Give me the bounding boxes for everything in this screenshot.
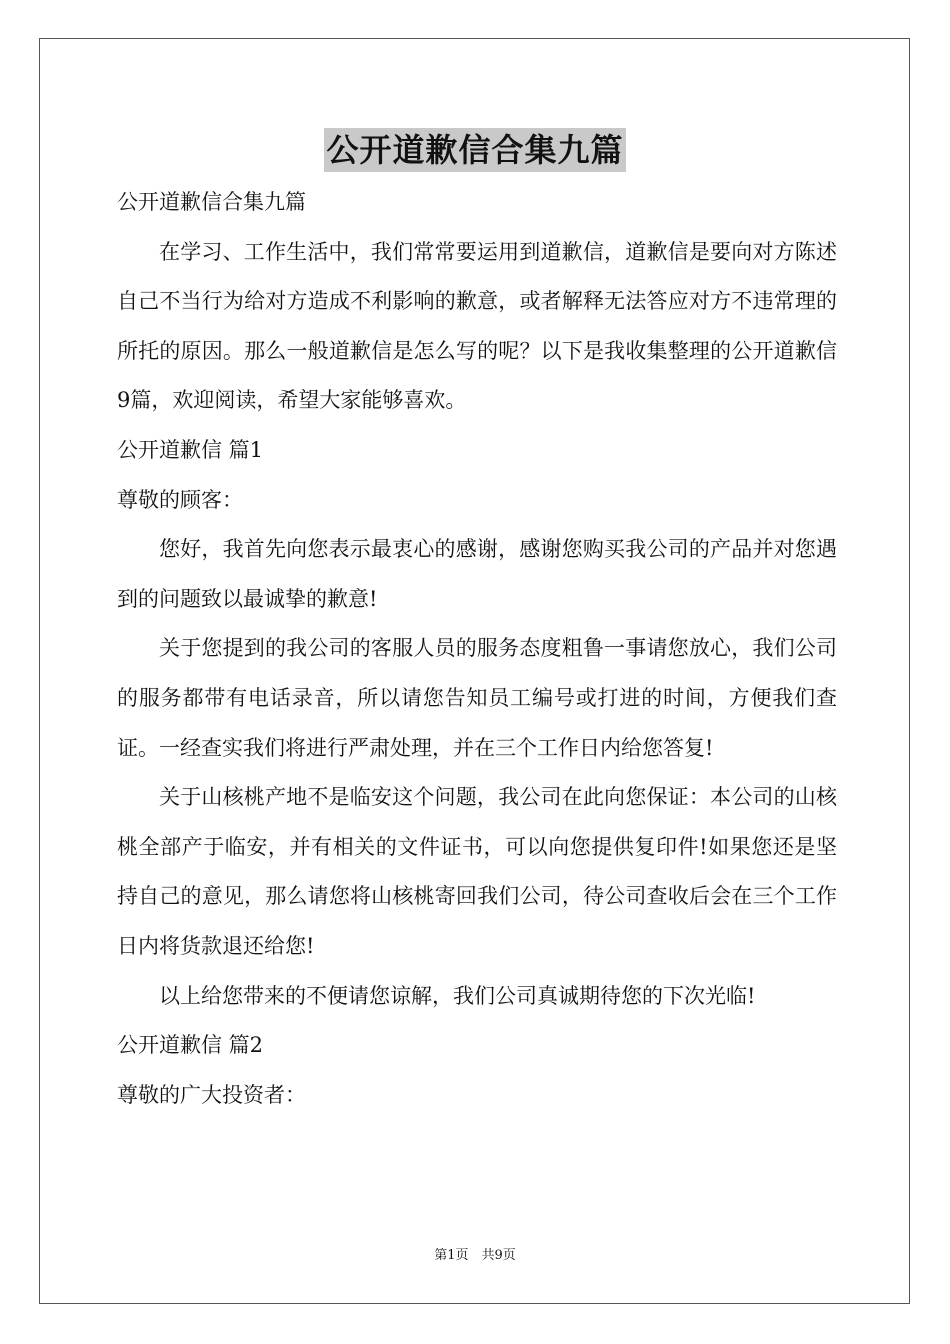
title-area (0, 128, 950, 172)
page-footer (0, 1247, 950, 1265)
section-heading: 公开道歉信 篇2 (117, 1033, 264, 1058)
document-body (117, 178, 837, 1120)
paragraph: 关于山核桃产地不是临安这个问题，我公司在此向您保证：本公司的山核桃全部产于临安，并有相关的文件证书，可以向您提供复印件!如果您还是坚持自己的意见，那么请您将山核桃寄回我们公司，待公司查收后会在三个工作日内将货款退还给您! (117, 785, 837, 958)
paragraph: 您好，我首先向您表示最衷心的感谢，感谢您购买我公司的产品并对您遇到的问题致以最诚挚的歉意! (117, 537, 837, 611)
paragraph: 关于您提到的我公司的客服人员的服务态度粗鲁一事请您放心，我们公司的服务都带有电话录音，所以请您告知员工编号或打进的时间，方便我们查证。一经查实我们将进行严肃处理，并在三个工作日内给您答复! (117, 636, 837, 760)
paragraph: 公开道歉信合集九篇 (117, 190, 306, 214)
paragraph: 以上给您带来的不便请您谅解，我们公司真诚期待您的下次光临! (159, 983, 756, 1008)
salutation: 尊敬的广大投资者： (117, 1082, 306, 1107)
section-heading: 公开道歉信 篇1 (117, 437, 264, 462)
paragraph: 在学习、工作生活中，我们常常要运用到道歉信，道歉信是要向对方陈述自己不当行为给对方造成不利影响的歉意，或者解释无法答应对方不违常理的所托的原因。那么一般道歉信是怎么写的呢？以下是我收集整理的公开道歉信9篇，欢迎阅读，希望大家能够喜欢。 (117, 239, 837, 413)
page-number: 第1页 共9页 (434, 1248, 516, 1263)
document-title: 公开道歉信合集九篇 (324, 128, 625, 172)
salutation: 尊敬的顾客： (117, 487, 243, 512)
